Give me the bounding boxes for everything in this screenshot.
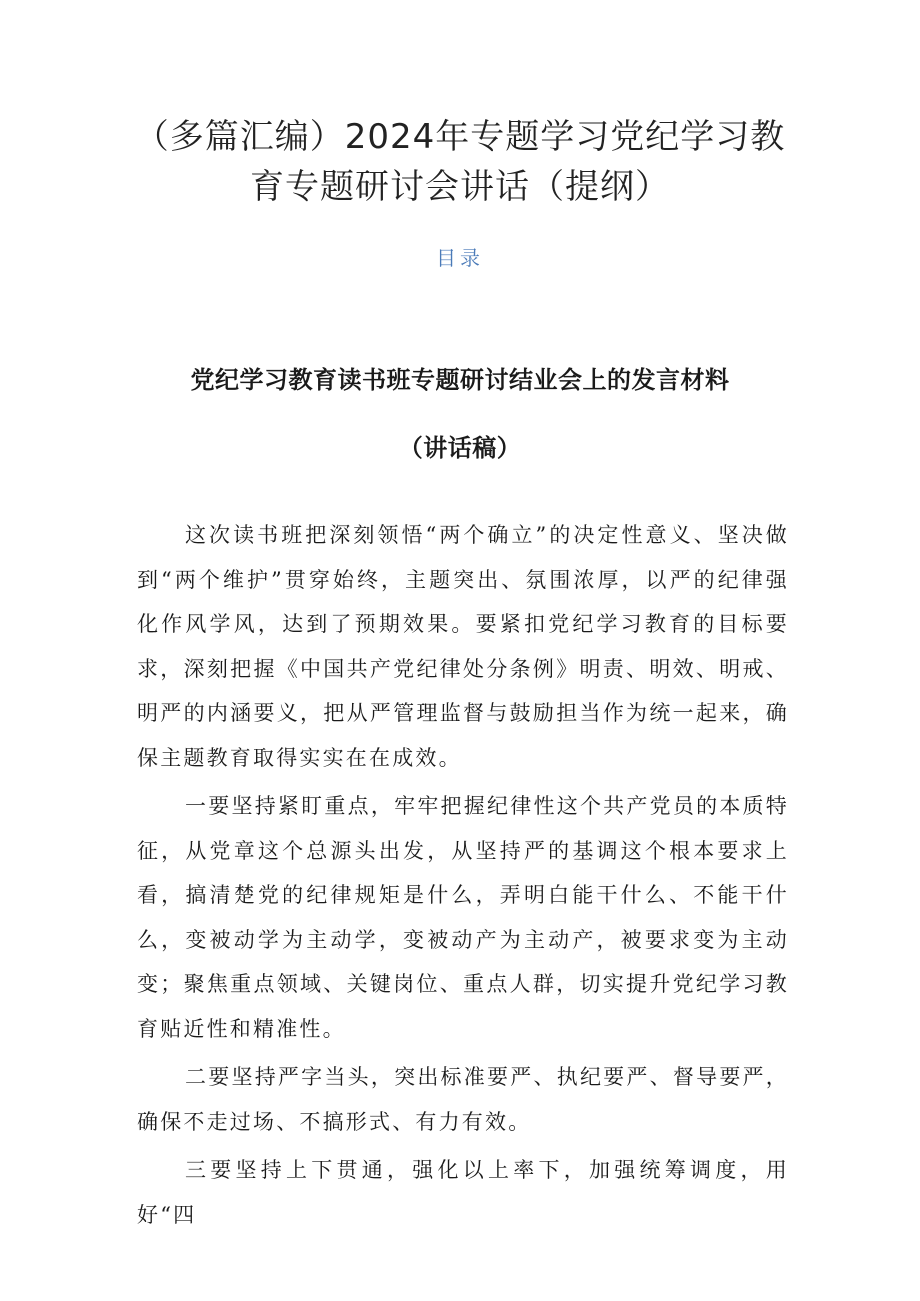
- section-subheading: （讲话稿）: [398, 434, 522, 462]
- body-text: [137, 513, 789, 1241]
- paragraph-point-three: 三要坚持上下贯通，强化以上率下，加强统筹调度，用好“四: [137, 1158, 789, 1227]
- document-title: （多篇汇编）2024年专题学习党纪学习教育专题研讨会讲话（提纲）: [134, 117, 786, 207]
- paragraph-intro: 这次读书班把深刻领悟“两个确立”的决定性意义、坚决做到“两个维护”贯穿始终，主题突出、氛围浓厚，以严的纪律强化作风学风，达到了预期效果。要紧扣党纪学习教育的目标要求，深刻把握《中国共产党纪律处分条例》明责、明效、明戒、明严的内涵要义，把从严管理监督与鼓励担当作为统一起来，确保主题教育取得实实在在成效。: [137, 523, 789, 770]
- paragraph-point-one: 一要坚持紧盯重点，牢牢把握纪律性这个共产党员的本质特征，从党章这个总源头出发，从坚持严的基调这个根本要求上看，搞清楚党的纪律规矩是什么，弄明白能干什么、不能干什么，变被动学为主动学，变被动产为主动产，被要求变为主动变；聚焦重点领域、关键岗位、重点人群，切实提升党纪学习教育贴近性和精准性。: [137, 794, 789, 1041]
- table-of-contents-label[interactable]: 目录: [436, 246, 484, 270]
- paragraph-point-two: 二要坚持严字当头，突出标准要严、执纪要严、督导要严，确保不走过场、不搞形式、有力有效。: [137, 1065, 789, 1134]
- section-heading: 党纪学习教育读书班专题研讨结业会上的发言材料: [190, 366, 730, 394]
